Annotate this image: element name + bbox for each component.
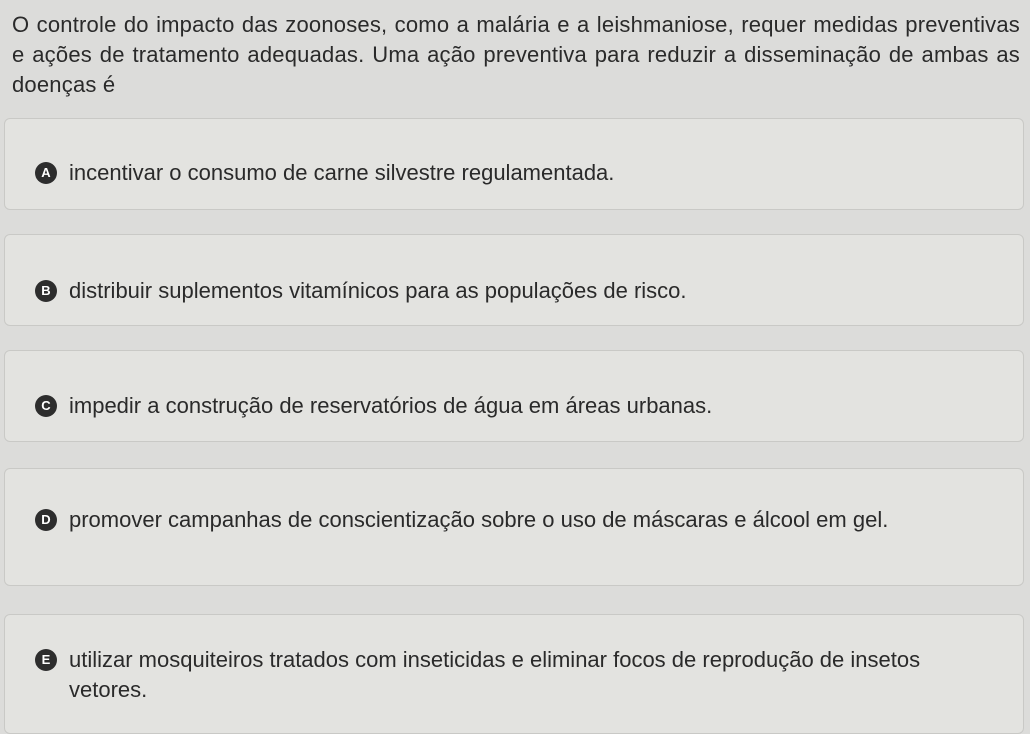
option-b[interactable] [4, 234, 1024, 326]
option-b-text: distribuir suplementos vitamínicos para as populações de risco. [69, 278, 687, 303]
option-c[interactable] [4, 350, 1024, 442]
option-d[interactable] [4, 468, 1024, 586]
option-d-letter-badge: D [35, 509, 57, 531]
option-e[interactable] [4, 614, 1024, 734]
option-a-text: incentivar o consumo de carne silvestre regulamentada. [69, 160, 615, 185]
answer-options [0, 118, 1030, 734]
option-e-letter-badge: E [35, 649, 57, 671]
option-a[interactable] [4, 118, 1024, 210]
option-d-text: promover campanhas de conscientização sobre o uso de máscaras e álcool em gel. [69, 507, 889, 532]
option-e-text: utilizar mosquiteiros tratados com inseticidas e eliminar focos de reprodução de insetos vetores. [69, 647, 921, 702]
option-c-letter-badge: C [35, 395, 57, 417]
question-text: O controle do impacto das zoonoses, como a malária e a leishmaniose, requer medidas preventivas e ações de tratamento adequadas. Uma ação preventiva para reduzir a disseminação de ambas as doenças é [12, 12, 1020, 97]
option-a-letter-badge: A [35, 162, 57, 184]
option-b-letter-badge: B [35, 280, 57, 302]
option-c-text: impedir a construção de reservatórios de água em áreas urbanas. [69, 393, 713, 418]
